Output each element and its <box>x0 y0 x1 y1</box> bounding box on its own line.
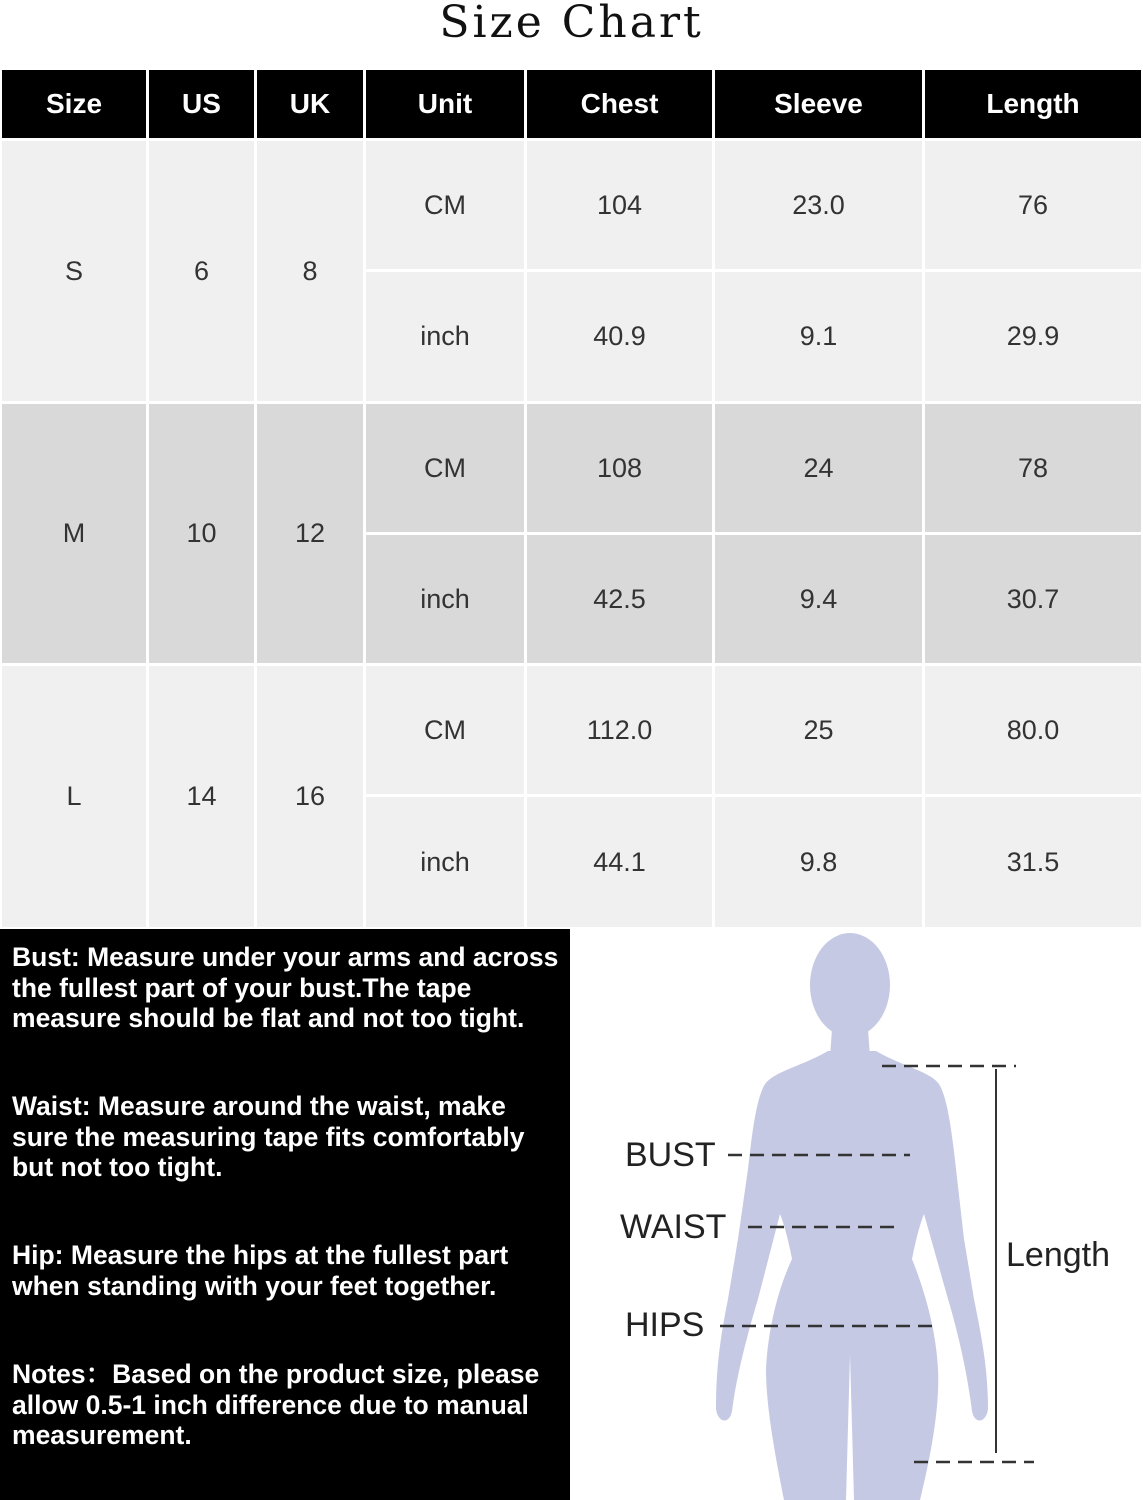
length-cell: 76 <box>925 141 1141 269</box>
header-chest: Chest <box>527 70 712 138</box>
sleeve-cell: 24 <box>715 404 922 532</box>
header-unit: Unit <box>366 70 524 138</box>
header-size: Size <box>2 70 146 138</box>
sleeve-cell: 25 <box>715 666 922 794</box>
bust-note: Bust: Measure under your arms and across the fullest part of your bust.The tape measure should be flat and not too tight. <box>12 942 559 1033</box>
unit-cell: inch <box>366 535 524 663</box>
header-uk: UK <box>257 70 363 138</box>
unit-cell: inch <box>366 272 524 401</box>
unit-cell: CM <box>366 404 524 532</box>
size-cell-l: L <box>2 666 146 927</box>
length-cell: 31.5 <box>925 797 1141 927</box>
sleeve-cell: 9.1 <box>715 272 922 401</box>
unit-cell: CM <box>366 666 524 794</box>
product-size-note: Notes：Based on the product size, please allow 0.5-1 inch difference due to manual measurement. <box>12 1359 540 1450</box>
length-label: Length <box>1006 1236 1110 1274</box>
waist-label: WAIST <box>620 1208 727 1246</box>
length-cell: 80.0 <box>925 666 1141 794</box>
hip-note: Hip: Measure the hips at the fullest part when standing with your feet together. <box>12 1240 509 1301</box>
us-cell-m: 10 <box>149 404 254 663</box>
header-us: US <box>149 70 254 138</box>
size-table <box>0 70 1143 927</box>
size-cell-m: M <box>2 404 146 663</box>
us-cell-s: 6 <box>149 141 254 401</box>
waist-note: Waist: Measure around the waist, make sure the measuring tape fits comfortably but not too tight. <box>12 1091 525 1182</box>
header-length: Length <box>925 70 1141 138</box>
uk-cell-m: 12 <box>257 404 363 663</box>
sleeve-cell: 9.8 <box>715 797 922 927</box>
measurement-notes-panel <box>0 929 570 1500</box>
chest-cell: 40.9 <box>527 272 712 401</box>
header-sleeve: Sleeve <box>715 70 922 138</box>
hips-label: HIPS <box>625 1306 705 1344</box>
chest-cell: 44.1 <box>527 797 712 927</box>
chest-cell: 108 <box>527 404 712 532</box>
chest-cell: 112.0 <box>527 666 712 794</box>
us-cell-l: 14 <box>149 666 254 927</box>
unit-cell: CM <box>366 141 524 269</box>
uk-cell-l: 16 <box>257 666 363 927</box>
length-cell: 29.9 <box>925 272 1141 401</box>
length-cell: 78 <box>925 404 1141 532</box>
unit-cell: inch <box>366 797 524 927</box>
chest-cell: 42.5 <box>527 535 712 663</box>
bust-label: BUST <box>625 1136 716 1174</box>
uk-cell-s: 8 <box>257 141 363 401</box>
size-cell-s: S <box>2 141 146 401</box>
page-title: Size Chart <box>439 0 704 48</box>
sleeve-cell: 23.0 <box>715 141 922 269</box>
sleeve-cell: 9.4 <box>715 535 922 663</box>
measurement-figure <box>570 929 1143 1500</box>
chest-cell: 104 <box>527 141 712 269</box>
length-cell: 30.7 <box>925 535 1141 663</box>
